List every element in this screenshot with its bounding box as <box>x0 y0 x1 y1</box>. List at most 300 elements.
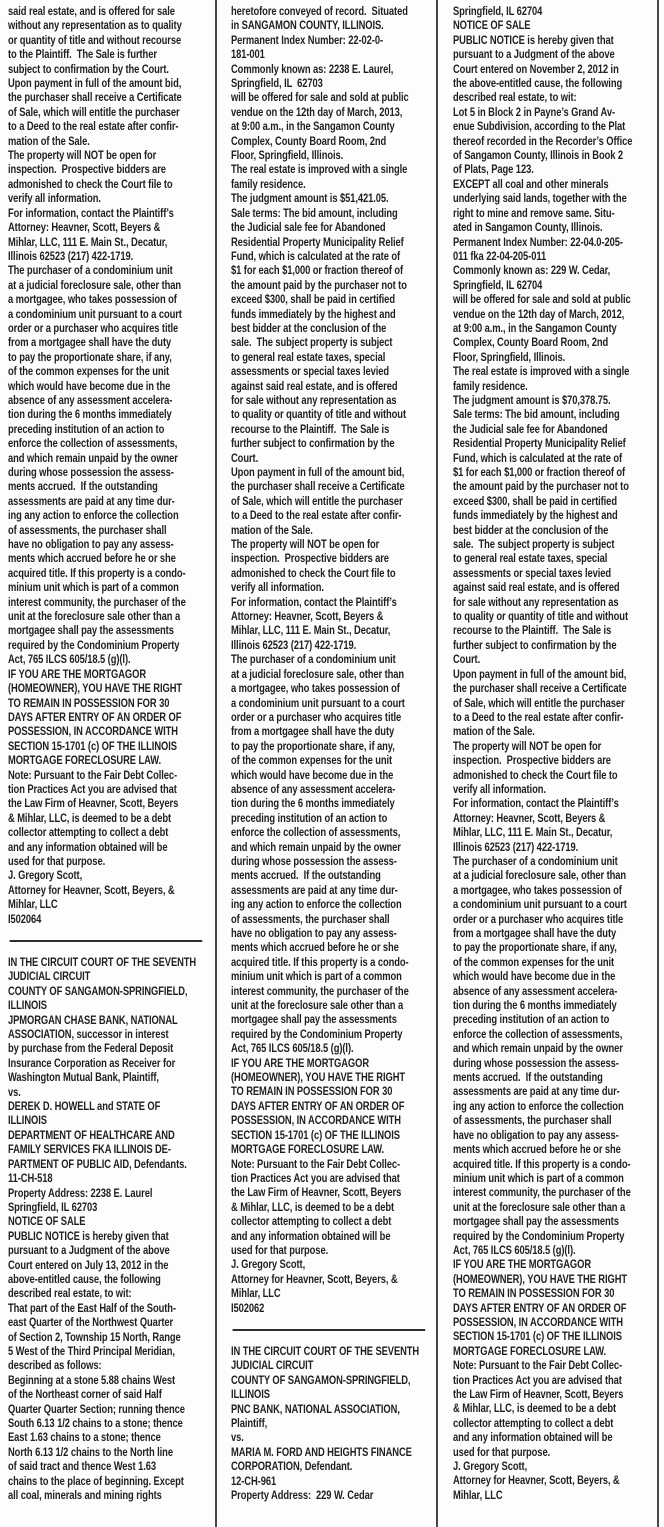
text-line: Court. <box>231 450 259 465</box>
text-line: right to mine and remove same. Situ- <box>453 205 615 220</box>
text-line: $1 for each $1,000 or fraction thereof of <box>453 465 626 479</box>
text-line: IF YOU ARE THE MORTGAGOR <box>453 1257 592 1272</box>
text-line: to a Deed to the real estate after confir- <box>8 119 179 134</box>
text-line: of said tract and thence West 1.63 <box>8 1459 157 1474</box>
text-line: Upon payment in full of the amount bid, <box>453 666 627 681</box>
text-line: to pay the proportionate share, if any, <box>231 738 395 753</box>
text-line: Fund, which is calculated at the rate of <box>453 450 623 465</box>
text-line: Sale terms: The bid amount, including <box>231 205 398 220</box>
text-line: East 1.63 chains to a stone; thence <box>8 1430 161 1445</box>
text-line: Commonly known as: 2238 E. Laurel, <box>231 61 394 76</box>
text-line: Springfield, IL 62703 <box>8 1199 98 1214</box>
text-line: ments which accrued before he or she <box>231 940 399 955</box>
text-line: against said real estate, and is offered <box>231 378 398 393</box>
text-line: ments which accrued before he or she <box>8 551 176 566</box>
text-line: The property will NOT be open for <box>231 537 380 552</box>
text-line: the above-entitled cause, the following <box>453 76 623 91</box>
text-line: and any information obtained will be <box>231 1228 391 1243</box>
text-line: exceed $300, shall be paid in certified <box>453 493 617 508</box>
text-line: mation of the Sale. <box>231 522 313 537</box>
text-line: vs. <box>8 1084 21 1099</box>
text-line: Illinois 62523 (217) 422-1719. <box>231 637 357 652</box>
text-line: Fund, which is calculated at the rate of <box>231 248 401 263</box>
text-line: of the common expenses for the unit <box>8 364 170 379</box>
text-line: Mihlar, LLC, 111 E. Main St., Decatur, <box>8 234 168 249</box>
text-line: against said real estate, and is offered <box>453 580 620 595</box>
text-line: from a mortgagee shall have the duty <box>231 724 395 739</box>
text-line: verify all information. <box>8 191 101 206</box>
text-line: ASSOCIATION, successor in interest <box>8 1027 169 1042</box>
text-line: Mihlar, LLC, 111 E. Main St., Decatur, <box>231 623 391 638</box>
text-line: required by the Condominium Property <box>8 637 180 652</box>
text-line: The purchaser of a condominium unit <box>453 853 618 868</box>
text-line: recourse to the Plaintiff. The Sale is <box>231 421 390 436</box>
text-line: DEREK D. HOWELL and STATE OF <box>8 1099 161 1114</box>
text-line: inspection. Prospective bidders are <box>453 753 611 768</box>
text-line: South 6.13 1/2 chains to a stone; thence <box>8 1416 183 1430</box>
text-line: minium unit which is part of a common <box>231 969 402 984</box>
text-line: during whose possession the assess- <box>231 853 397 868</box>
text-line: which would have become due in the <box>8 378 171 393</box>
text-line: PUBLIC NOTICE is hereby given that <box>453 32 614 47</box>
text-line: described real estate, to wit: <box>453 90 577 105</box>
text-line: sale. The subject property is subject <box>453 537 615 552</box>
text-line: TO REMAIN IN POSSESSION FOR 30 <box>231 1084 393 1099</box>
text-line: minium unit which is part of a common <box>8 580 179 595</box>
text-line: interest community, the purchaser of the <box>453 1185 631 1200</box>
text-line: and any information obtained will be <box>8 839 168 854</box>
text-line: Illinois 62523 (217) 422-1719. <box>453 839 579 854</box>
text-line: for sale without any representation as <box>453 594 619 609</box>
text-line: used for that purpose. <box>231 1242 329 1257</box>
text-line: at a judicial foreclosure sale, other than <box>453 868 627 883</box>
notice-column-1-text <box>8 4 234 1502</box>
text-line: have no obligation to pay any assess- <box>8 537 174 552</box>
text-line: Mihlar, LLC, 111 E. Main St., Decatur, <box>453 825 613 840</box>
text-line: chains to the place of beginning. Except <box>8 1473 184 1488</box>
text-line: from a mortgagee shall have the duty <box>453 926 617 940</box>
text-line: The property will NOT be open for <box>8 148 157 163</box>
text-line: at 9:00 a.m., in the Sangamon County <box>231 119 395 134</box>
text-line: funds immediately by the highest and <box>231 306 396 321</box>
text-line: TO REMAIN IN POSSESSION FOR 30 <box>453 1286 615 1301</box>
notice-section-divider <box>233 1329 426 1331</box>
text-line: order or a purchaser who acquires title <box>8 320 179 335</box>
text-line: further subject to confirmation by the <box>231 436 395 451</box>
text-line: Act, 765 ILCS 605/18.5 (g)(l). <box>453 1242 576 1257</box>
text-line: ments which accrued before he or she <box>453 1142 621 1157</box>
text-line: 12-CH-961 <box>231 1473 277 1488</box>
text-line: Upon payment in full of the amount bid, <box>8 76 182 91</box>
text-line: Beginning at a stone 5.88 chains West <box>8 1372 176 1387</box>
text-line: Note: Pursuant to the Fair Debt Collec- <box>231 1156 401 1171</box>
text-line: which would have become due in the <box>231 767 394 782</box>
text-line: by purchase from the Federal Deposit <box>8 1041 174 1056</box>
text-line: the Law Firm of Heavner, Scott, Beyers <box>453 1387 624 1401</box>
text-line: Residential Property Municipality Relief <box>231 234 404 249</box>
text-line: without any representation as to quality <box>8 18 182 33</box>
text-line: Act, 765 ILCS 605/18.5 (g)(l). <box>8 652 131 667</box>
text-line: unit at the foreclosure sale other than a <box>231 998 404 1013</box>
text-line: of the common expenses for the unit <box>453 954 615 969</box>
text-line: required by the Condominium Property <box>231 1026 403 1041</box>
text-line: preceding institution of an action to <box>8 421 165 436</box>
text-line: vendue on the 12th day of March, 2013, <box>231 104 403 119</box>
text-line: Act, 765 ILCS 605/18.5 (g)(l). <box>231 1041 354 1056</box>
text-line: to the Plaintiff. The Sale is further <box>8 47 157 62</box>
text-line: Residential Property Municipality Relief <box>453 436 626 451</box>
text-line: of Section 2, Township 15 North, Range <box>8 1329 181 1344</box>
text-line: preceding institution of an action to <box>453 1012 610 1027</box>
text-line: absence of any assessment accelera- <box>453 983 618 998</box>
notice-column-3-text <box>453 4 664 1502</box>
text-line: collector attempting to collect a debt <box>231 1214 392 1229</box>
text-line: tion during the 6 months immediately <box>453 998 617 1013</box>
text-line: sale. The subject property is subject <box>231 335 393 350</box>
text-line: of Sale, which will entitle the purchaser <box>453 695 625 710</box>
text-line: at a judicial foreclosure sale, other than <box>231 666 405 681</box>
text-line: a mortgagee, who takes possession of <box>453 882 622 897</box>
text-line: tion Practices Act you are advised that <box>231 1170 400 1185</box>
text-line: a condominium unit pursuant to a court <box>8 306 182 321</box>
text-line: & Mihlar, LLC, is deemed to be a debt <box>231 1199 395 1214</box>
text-line: inspection. Prospective bidders are <box>8 162 166 177</box>
text-line: Court entered on July 13, 2012 in the <box>8 1257 169 1272</box>
text-line: for sale without any representation as <box>231 392 397 407</box>
text-line: Springfield, IL 62704 <box>453 277 543 292</box>
text-line: above-entitled cause, the following <box>8 1271 161 1286</box>
text-line: J. Gregory Scott, <box>8 868 83 883</box>
text-line: IN THE CIRCUIT COURT OF THE SEVENTH <box>8 955 197 969</box>
text-line: ing any action to enforce the collection <box>453 1098 624 1113</box>
text-line: which would have become due in the <box>453 969 616 984</box>
text-line: the purchaser shall receive a Certificate <box>453 681 627 696</box>
text-line: recourse to the Plaintiff. The Sale is <box>453 623 612 638</box>
text-line: (HOMEOWNER), YOU HAVE THE RIGHT <box>231 1070 406 1085</box>
text-line: SECTION 15-1701 (c) OF THE ILLINOIS <box>453 1329 622 1344</box>
text-line: to general real estate taxes, special <box>231 349 386 364</box>
text-line: ments accrued. If the outstanding <box>8 479 158 494</box>
text-line: to a Deed to the real estate after confir- <box>231 508 402 523</box>
text-line: 011 fka 22-04-205-011 <box>453 248 547 263</box>
text-line: Complex, County Board Room, 2nd <box>453 335 609 350</box>
text-line: will be offered for sale and sold at public <box>453 292 631 307</box>
text-line: J. Gregory Scott, <box>453 1459 528 1474</box>
text-line: unit at the foreclosure sale other than a <box>8 609 181 624</box>
text-line: assessments are paid at any time dur- <box>231 882 398 897</box>
text-line: Complex, County Board Room, 2nd <box>231 133 387 148</box>
text-line: the Judicial sale fee for Abandoned <box>453 421 608 436</box>
text-line: Floor, Springfield, Illinois. <box>453 349 566 364</box>
text-line: of assessments, the purchaser shall <box>8 522 167 537</box>
text-line: ILLINOIS <box>8 998 47 1013</box>
text-line: DAYS AFTER ENTRY OF AN ORDER OF <box>8 709 182 724</box>
text-line: interest community, the purchaser of the <box>231 983 409 998</box>
text-line: TO REMAIN IN POSSESSION FOR 30 <box>8 695 170 710</box>
text-line: underlying said lands, together with the <box>453 191 627 206</box>
text-line: Mihlar, LLC <box>8 897 58 912</box>
text-line: the amount paid by the purchaser not to <box>231 277 407 292</box>
text-line: DAYS AFTER ENTRY OF AN ORDER OF <box>231 1098 405 1113</box>
text-line: enforce the collection of assessments, <box>231 825 401 840</box>
text-line: of Plats, Page 123. <box>453 162 534 177</box>
text-line: The judgment amount is $51,421.05. <box>231 191 389 206</box>
text-line: Note: Pursuant to the Fair Debt Collec- <box>8 767 178 782</box>
text-line: Attorney: Heavner, Scott, Beyers & <box>8 220 161 235</box>
text-line: order or a purchaser who acquires title <box>231 709 402 724</box>
text-line: of the common expenses for the unit <box>231 753 393 768</box>
text-line: POSSESSION, IN ACCORDANCE WITH <box>453 1314 623 1329</box>
text-line: IN THE CIRCUIT COURT OF THE SEVENTH <box>231 1343 420 1358</box>
text-line: exceed $300, shall be paid in certified <box>231 292 395 307</box>
text-line: The purchaser of a condominium unit <box>8 263 173 278</box>
text-line: JUDICIAL CIRCUIT <box>8 969 91 984</box>
text-line: Property Address: 229 W. Cedar <box>231 1488 374 1503</box>
text-line: ing any action to enforce the collection <box>8 508 179 523</box>
text-line: (HOMEOWNER), YOU HAVE THE RIGHT <box>8 681 183 696</box>
text-line: all coal, minerals and mining rights <box>8 1488 162 1503</box>
text-line: required by the Condominium Property <box>453 1228 625 1243</box>
text-line: Attorney for Heavner, Scott, Beyers, & <box>231 1271 398 1286</box>
text-line: to a Deed to the real estate after confir- <box>453 709 624 724</box>
text-line: to quality or quantity of title and without <box>231 407 407 422</box>
text-line: further subject to confirmation by the <box>453 637 617 652</box>
text-line: PARTMENT OF PUBLIC AID, Defendants. <box>8 1156 187 1171</box>
text-line: pursuant to a Judgment of the above <box>453 47 615 62</box>
text-line: That part of the East Half of the South- <box>8 1300 176 1315</box>
text-line: POSSESSION, IN ACCORDANCE WITH <box>231 1113 401 1128</box>
text-line: family residence. <box>231 176 306 191</box>
text-line: to quality or quantity of title and without <box>453 609 629 624</box>
text-line: described real estate, to wit: <box>8 1286 132 1301</box>
text-line: MARIA M. FORD AND HEIGHTS FINANCE <box>231 1444 412 1459</box>
text-line: vs. <box>231 1430 244 1445</box>
text-line: assessments or special taxes levied <box>453 565 612 580</box>
text-line: collector attempting to collect a debt <box>453 1415 614 1430</box>
text-line: described as follows: <box>8 1358 102 1373</box>
text-line: tion during the 6 months immediately <box>231 796 395 811</box>
text-line: and which remain unpaid by the owner <box>453 1041 623 1056</box>
text-line: COUNTY OF SANGAMON-SPRINGFIELD, <box>8 983 188 998</box>
text-line: best bidder at the conclusion of the <box>453 522 609 537</box>
text-line: and which remain unpaid by the owner <box>231 839 401 854</box>
text-line: Springfield, IL 62704 <box>453 4 543 18</box>
text-line: enue Subdivision, according to the Plat <box>453 119 626 134</box>
text-line: order or a purchaser who acquires title <box>453 911 624 926</box>
text-line: inspection. Prospective bidders are <box>231 551 389 566</box>
text-line: of Sangamon County, Illinois in Book 2 <box>453 148 624 163</box>
text-line: SECTION 15-1701 (c) OF THE ILLINOIS <box>8 738 177 753</box>
text-line: ILLINOIS <box>231 1387 270 1402</box>
text-line: at 9:00 a.m., in the Sangamon County <box>453 320 617 335</box>
text-line: a mortgagee, who takes possession of <box>231 681 400 696</box>
text-line: admonished to check the Court file to <box>231 565 396 580</box>
text-line: 11-CH-518 <box>8 1171 53 1186</box>
text-line: thereof recorded in the Recorder’s Office <box>453 133 633 148</box>
text-line: acquired title. If this property is a condo- <box>8 565 186 580</box>
text-line: JUDICIAL CIRCUIT <box>231 1358 314 1373</box>
text-line: SECTION 15-1701 (c) OF THE ILLINOIS <box>231 1127 400 1142</box>
text-line: subject to confirmation by the Court. <box>8 61 169 76</box>
text-line: J. Gregory Scott, <box>231 1257 306 1272</box>
text-line: the Judicial sale fee for Abandoned <box>231 220 386 235</box>
text-line: Commonly known as: 229 W. Cedar, <box>453 263 611 278</box>
text-line: $1 for each $1,000 or fraction thereof of <box>231 263 404 278</box>
text-line: preceding institution of an action to <box>231 810 388 825</box>
text-line: mortgagee shall pay the assessments <box>231 1012 397 1027</box>
text-line: a condominium unit pursuant to a court <box>231 695 405 710</box>
text-line: Permanent Index Number: 22-04.0-205- <box>453 234 623 249</box>
text-line: the Law Firm of Heavner, Scott, Beyers <box>231 1185 402 1200</box>
text-line: east Quarter of the Northwest Quarter <box>8 1315 174 1330</box>
text-line: The real estate is improved with a single <box>453 364 630 379</box>
text-line: Quarter Quarter Section; running thence <box>8 1401 185 1416</box>
text-line: FAMILY SERVICES FKA ILLINOIS DE- <box>8 1142 171 1157</box>
text-line: to pay the proportionate share, if any, <box>453 940 617 955</box>
text-line: IF YOU ARE THE MORTGAGOR <box>231 1055 370 1070</box>
text-line: of Sale, which will entitle the purchaser <box>8 104 180 119</box>
text-line: vendue on the 12th day of March, 2012, <box>453 306 625 321</box>
notice-section-divider <box>10 940 203 942</box>
text-line: For information, contact the Plaintiff’s <box>231 594 397 609</box>
text-line: and which remain unpaid by the owner <box>8 450 178 465</box>
text-line: Property Address: 2238 E. Laurel <box>8 1185 153 1200</box>
text-line: MORTGAGE FORECLOSURE LAW. <box>453 1343 607 1358</box>
text-line: 5 West of the Third Principal Meridian, <box>8 1343 175 1358</box>
text-line: (HOMEOWNER), YOU HAVE THE RIGHT <box>453 1271 628 1286</box>
text-line: tion during the 6 months immediately <box>8 407 172 422</box>
text-line: I502064 <box>8 911 42 926</box>
text-line: funds immediately by the highest and <box>453 508 618 523</box>
text-line: heretofore conveyed of record. Situated <box>231 4 408 18</box>
text-line: mation of the Sale. <box>453 724 535 739</box>
text-line: mation of the Sale. <box>8 133 90 148</box>
text-line: Mihlar, LLC <box>453 1487 503 1502</box>
text-line: absence of any assessment accelera- <box>231 781 396 796</box>
text-line: verify all information. <box>231 580 324 595</box>
text-line: a condominium unit pursuant to a court <box>453 897 627 912</box>
text-line: For information, contact the Plaintiff’s <box>453 796 619 811</box>
text-line: Sale terms: The bid amount, including <box>453 407 620 422</box>
text-line: from a mortgagee shall have the duty <box>8 335 172 350</box>
text-line: of assessments, the purchaser shall <box>453 1113 612 1128</box>
text-line: ILLINOIS <box>8 1113 47 1128</box>
text-line: IF YOU ARE THE MORTGAGOR <box>8 666 147 681</box>
text-line: COUNTY OF SANGAMON-SPRINGFIELD, <box>231 1372 411 1387</box>
text-line: minium unit which is part of a common <box>453 1170 624 1185</box>
text-line: Floor, Springfield, Illinois. <box>231 148 344 163</box>
text-line: & Mihlar, LLC, is deemed to be a debt <box>8 810 172 825</box>
text-line: said real estate, and is offered for sale <box>8 4 175 18</box>
text-line: DAYS AFTER ENTRY OF AN ORDER OF <box>453 1300 627 1315</box>
text-line: ments accrued. If the outstanding <box>231 868 381 883</box>
text-line: EXCEPT all coal and other minerals <box>453 176 609 191</box>
text-line: have no obligation to pay any assess- <box>453 1127 619 1142</box>
text-line: used for that purpose. <box>8 853 106 868</box>
text-line: in SANGAMON COUNTY, ILLINOIS. <box>231 18 384 33</box>
text-line: tion Practices Act you are advised that <box>453 1372 622 1387</box>
text-line: have no obligation to pay any assess- <box>231 926 397 940</box>
text-line: The property will NOT be open for <box>453 738 602 753</box>
text-line: Attorney for Heavner, Scott, Beyers, & <box>8 882 175 897</box>
text-line: assessments are paid at any time dur- <box>8 493 175 508</box>
text-line: unit at the foreclosure sale other than a <box>453 1199 626 1214</box>
text-line: Attorney: Heavner, Scott, Beyers & <box>231 609 384 624</box>
text-line: collector attempting to collect a debt <box>8 825 169 840</box>
text-line: NOTICE OF SALE <box>453 18 531 33</box>
text-line: mortgagee shall pay the assessments <box>8 623 174 638</box>
text-line: pursuant to a Judgment of the above <box>8 1243 170 1258</box>
text-line: assessments or special taxes levied <box>231 364 390 379</box>
text-line: JPMORGAN CHASE BANK, NATIONAL <box>8 1012 178 1027</box>
text-line: The real estate is improved with a single <box>231 162 408 177</box>
text-line: during whose possession the assess- <box>453 1055 619 1070</box>
text-line: PNC BANK, NATIONAL ASSOCIATION, <box>231 1401 400 1416</box>
text-line: PUBLIC NOTICE is hereby given that <box>8 1228 169 1243</box>
text-line: enforce the collection of assessments, <box>453 1026 623 1041</box>
text-line: during whose possession the assess- <box>8 465 174 479</box>
text-line: Lot 5 in Block 2 in Payne’s Grand Av- <box>453 104 615 119</box>
text-line: the Law Firm of Heavner, Scott, Beyers <box>8 796 179 811</box>
text-line: of the Northeast corner of said Half <box>8 1387 162 1402</box>
text-line: absence of any assessment accelera- <box>8 392 173 407</box>
text-line: Note: Pursuant to the Fair Debt Collec- <box>453 1358 623 1373</box>
text-line: ated in Sangamon County, Illinois. <box>453 220 603 235</box>
text-line: CORPORATION, Defendant. <box>231 1459 353 1474</box>
text-line: Upon payment in full of the amount bid, <box>231 465 405 479</box>
text-line: will be offered for sale and sold at public <box>231 90 409 105</box>
text-line: enforce the collection of assessments, <box>8 436 178 451</box>
text-line: verify all information. <box>453 781 546 796</box>
text-line: admonished to check the Court file to <box>8 176 173 191</box>
text-line: mortgagee shall pay the assessments <box>453 1214 619 1229</box>
text-line: assessments are paid at any time dur- <box>453 1084 620 1099</box>
text-line: the purchaser shall receive a Certificate <box>231 479 405 494</box>
notice-column-2-text <box>231 4 457 1502</box>
column-divider-1 <box>215 0 217 1527</box>
text-line: MORTGAGE FORECLOSURE LAW. <box>231 1142 385 1157</box>
text-line: Court entered on November 2, 2012 in <box>453 61 619 76</box>
text-line: at a judicial foreclosure sale, other than <box>8 277 182 292</box>
text-line: The judgment amount is $70,378.75. <box>453 392 611 407</box>
text-line: best bidder at the conclusion of the <box>231 320 387 335</box>
text-line: used for that purpose. <box>453 1444 551 1459</box>
text-line: ments accrued. If the outstanding <box>453 1070 603 1085</box>
text-line: acquired title. If this property is a condo- <box>453 1156 631 1171</box>
text-line: Mihlar, LLC <box>231 1286 281 1301</box>
text-line: of Sale, which will entitle the purchaser <box>231 493 403 508</box>
text-line: POSSESSION, IN ACCORDANCE WITH <box>8 724 178 739</box>
text-line: the purchaser shall receive a Certificate <box>8 90 182 105</box>
text-line: or quantity of title and without recourse <box>8 32 182 47</box>
text-line: Insurance Corporation as Receiver for <box>8 1055 176 1070</box>
text-line: to pay the proportionate share, if any, <box>8 349 172 364</box>
text-line: The purchaser of a condominium unit <box>231 652 396 667</box>
text-line: Attorney for Heavner, Scott, Beyers, & <box>453 1473 620 1488</box>
column-divider-2 <box>436 0 438 1527</box>
text-line: acquired title. If this property is a condo- <box>231 954 409 969</box>
text-line: Court. <box>453 652 481 667</box>
text-line: interest community, the purchaser of the <box>8 594 186 609</box>
page-right-border <box>657 0 659 1527</box>
notice-column-3 <box>453 4 664 1502</box>
text-line: DEPARTMENT OF HEALTHCARE AND <box>8 1127 175 1142</box>
text-line: Illinois 62523 (217) 422-1719. <box>8 248 134 263</box>
text-line: 181-001 <box>231 47 265 62</box>
text-line: and any information obtained will be <box>453 1430 613 1445</box>
text-line: For information, contact the Plaintiff’s <box>8 205 174 220</box>
text-line: Permanent Index Number: 22-02-0- <box>231 32 383 47</box>
